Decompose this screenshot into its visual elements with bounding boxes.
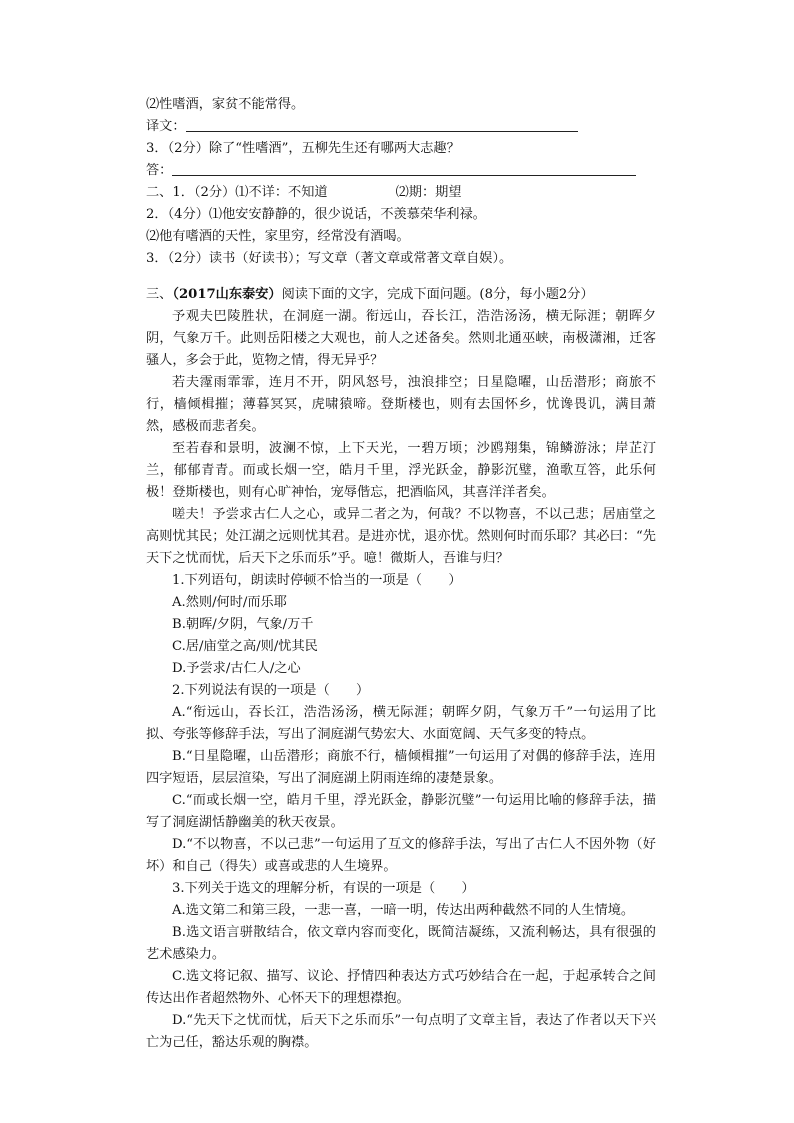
question-1-option-b[interactable]: B.朝晖/夕阴，气象/万千 (172, 617, 314, 632)
answer-key-3: 3．（2分）读书（好读书）；写文章（著文章或常著文章自娱）。 (146, 251, 513, 266)
question-1-option-c[interactable]: C.居/庙堂之高/则/忧其民 (172, 639, 318, 654)
translation-blank-line[interactable] (186, 117, 578, 132)
question-3-stem: 3.下列关于选文的理解分析，有误的一项是（ ） (172, 881, 475, 896)
translation-label: 译文： (146, 119, 186, 134)
question-3-option-b[interactable]: B.选文语言骈散结合，依文章内容而变化，既简洁凝练，又流利畅达，具有很强的艺术感染力。 (146, 925, 656, 962)
translation-answer-row (146, 116, 656, 138)
question-3-option-d[interactable]: D.“先天下之忧而忧，后天下之乐而乐”一句点明了文章主旨，表达了作者以天下兴亡为己任，豁达乐观的胸襟。 (146, 1013, 656, 1050)
answer-key-2-2: ⑵他有嗜酒的天性，家里穷，经常没有酒喝。 (146, 229, 410, 244)
question-2-option-b[interactable]: B.“日星隐曜，山岳潜形；商旅不行，樯倾楫摧”一句运用了对偶的修辞手法，连用四字短语，层层渲染，写出了洞庭湖上阴雨连绵的凄楚景象。 (146, 749, 656, 786)
passage-paragraph: 若夫霪雨霏霏，连月不开，阴风怒号，浊浪排空；日星隐曜，山岳潜形；商旅不行，樯倾楫摧；薄暮冥冥，虎啸猿啼。登斯楼也，则有去国怀乡，忧谗畏讥，满目萧然，感极而悲者矣。 (146, 375, 656, 434)
passage-paragraph: 嗟夫！予尝求古仁人之心，或异二者之为，何哉？不以物喜，不以己悲；居庙堂之高则忧其民；处江湖之远则忧其君。是进亦忧，退亦忧。然则何时而乐耶？其必曰：“先天下之忧而忧，后天下之乐而乐”乎。噫！微斯人，吾谁与归？ (146, 507, 656, 566)
answer-key-1-part2: ⑵期：期望 (395, 185, 462, 200)
question-1-option-d[interactable]: D.予尝求/古仁人/之心 (172, 661, 301, 676)
answer-key-2-1: 2．（4分）⑴他安安静静的，很少说话，不羡慕荣华利禄。 (146, 207, 486, 222)
section-3-instructions: 阅读下面的文字，完成下面问题。(8分，每小题2分） (281, 287, 594, 302)
question-1-stem: 1.下列语句，朗读时停顿不恰当的一项是（ ） (172, 573, 462, 588)
section-3-source: （2017山东泰安） (172, 287, 282, 302)
question-2-stem: 2.下列说法有误的一项是（ ） (172, 683, 370, 698)
answer-blank-line[interactable] (172, 161, 636, 176)
section-3-heading (146, 284, 656, 306)
question-2-option-d[interactable]: D.“不以物喜，不以己悲”一句运用了互文的修辞手法，写出了古仁人不因外物（好坏）和自己（得失）或喜或悲的人生境界。 (146, 837, 656, 874)
passage-paragraph: 予观夫巴陵胜状，在洞庭一湖。衔远山，吞长江，浩浩汤汤，横无际涯；朝晖夕阴，气象万千。此则岳阳楼之大观也，前人之述备矣。然则北通巫峡，南极潇湘，迁客骚人，多会于此，览物之情，得无异乎？ (146, 309, 656, 368)
question-3-option-c[interactable]: C.选文将记叙、描写、议论、抒情四种表达方式巧妙结合在一起，于起承转合之间传达出作者超然物外、心怀天下的理想襟抱。 (146, 969, 656, 1006)
answer-row (146, 160, 656, 182)
answer-label: 答： (146, 163, 173, 178)
answer-key-1-part1: 二、1．（2分）⑴不详：不知道 (146, 185, 328, 200)
document-page (146, 94, 656, 1054)
question-1-option-a[interactable]: A.然则/何时/而乐耶 (172, 595, 287, 610)
section-3-prefix: 三、 (146, 287, 173, 302)
passage-paragraph: 至若春和景明，波澜不惊，上下天光，一碧万顷；沙鸥翔集，锦鳞游泳；岸芷汀兰，郁郁青青。而或长烟一空，皓月千里，浮光跃金，静影沉璧，渔歌互答，此乐何极！登斯楼也，则有心旷神怡，宠辱偕忘，把酒临风，其喜洋洋者矣。 (146, 441, 656, 500)
question-3: 3．（2分）除了“性嗜酒”，五柳先生还有哪两大志趣？ (146, 141, 460, 156)
question-2-option-a[interactable]: A.“衔远山，吞长江，浩浩汤汤，横无际涯；朝晖夕阴，气象万千”一句运用了比拟、夸张等修辞手法，写出了洞庭湖气势宏大、水面宽阔、天气多变的特点。 (146, 705, 656, 742)
question-2-option-c[interactable]: C.“而或长烟一空，皓月千里，浮光跃金，静影沉璧”一句运用比喻的修辞手法，描写了洞庭湖恬静幽美的秋天夜景。 (146, 793, 656, 830)
question-2-2: ⑵性嗜酒，家贫不能常得。 (146, 97, 305, 112)
answer-key-1 (146, 182, 656, 204)
question-3-option-a[interactable]: A.选文第二和第三段，一悲一喜，一暗一明，传达出两种截然不同的人生情境。 (172, 903, 635, 918)
